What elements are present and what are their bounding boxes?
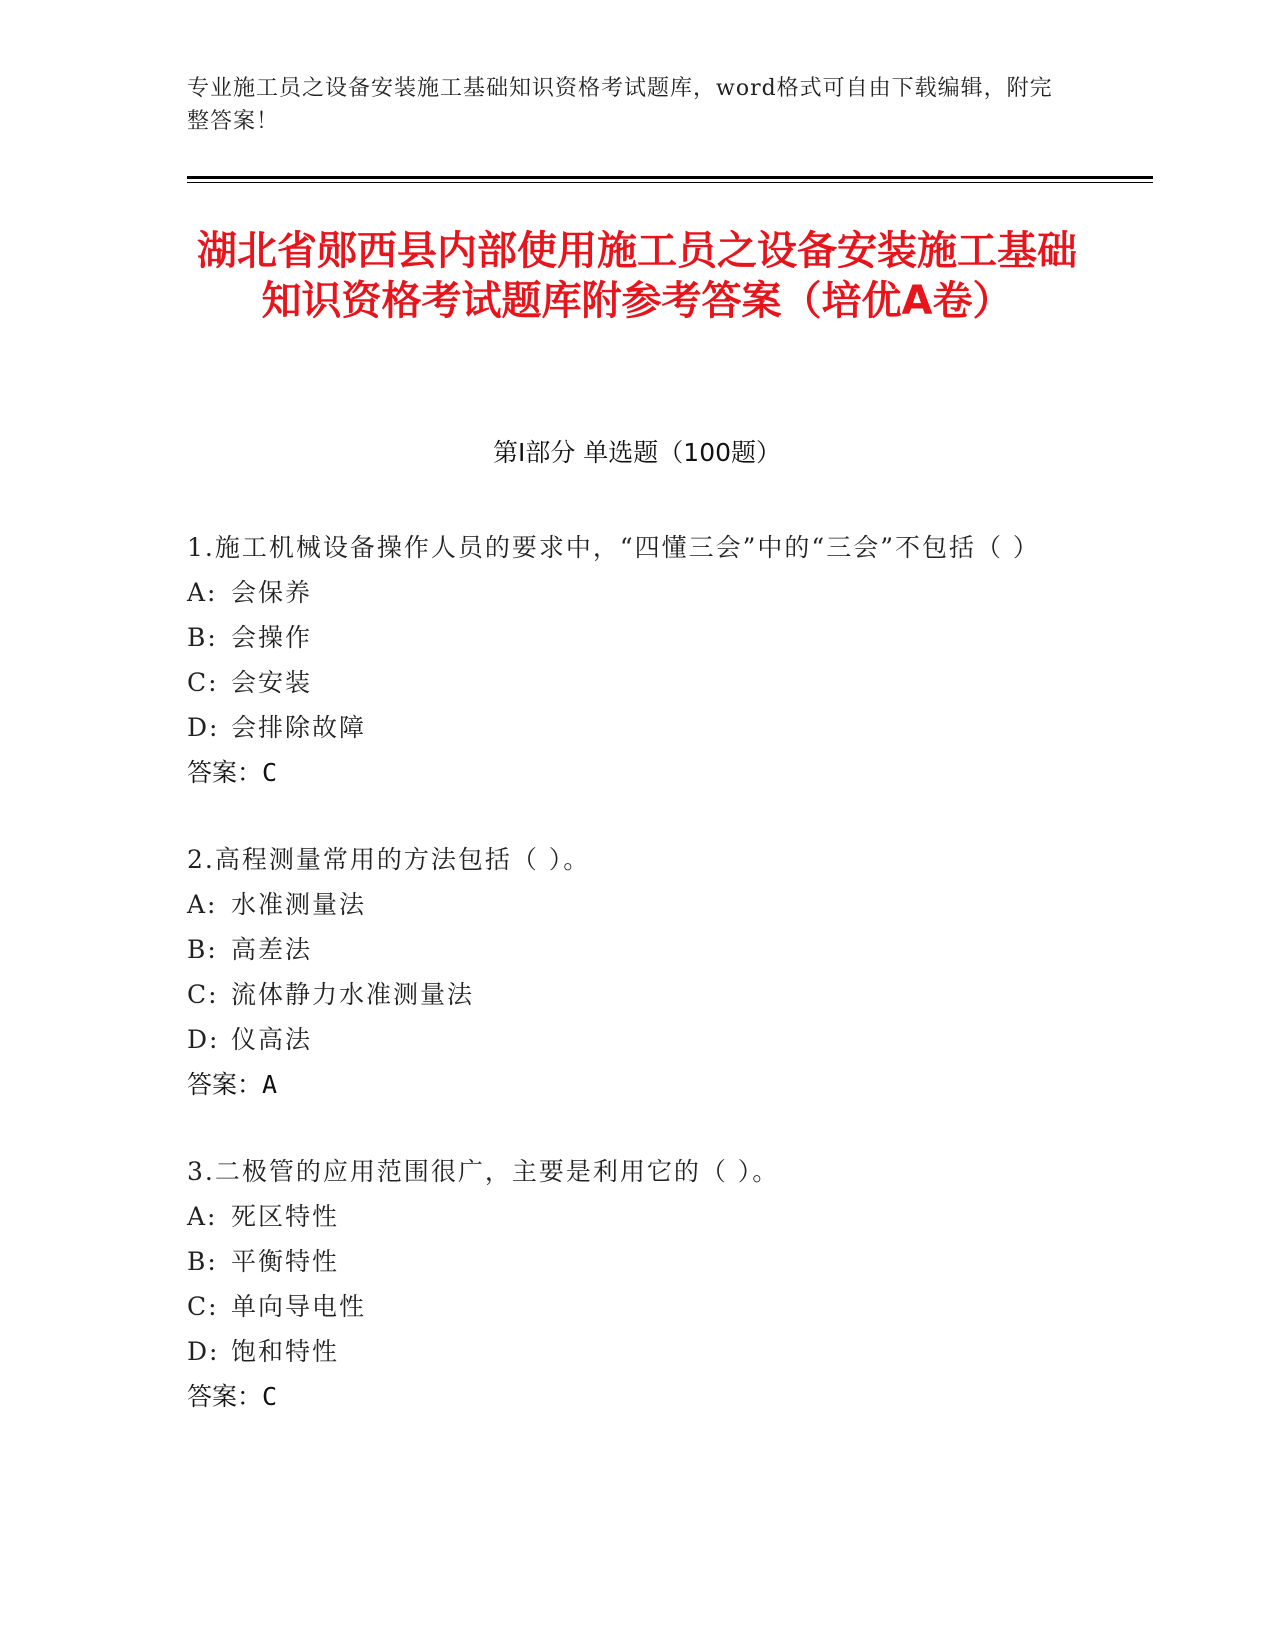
option-text: 饱和特性	[231, 1337, 340, 1366]
option-key: D:	[187, 713, 220, 742]
question-3	[187, 1149, 1067, 1419]
option-b	[187, 615, 1067, 660]
option-text: 会安装	[231, 668, 313, 697]
question-stem: 1.施工机械设备操作人员的要求中，“四懂三会”中的“三会”不包括（ ）	[187, 533, 1040, 562]
option-key: A:	[187, 578, 218, 607]
option-c	[187, 1284, 1067, 1329]
option-text: 会保养	[231, 578, 313, 607]
option-key: D:	[187, 1337, 220, 1366]
option-d	[187, 705, 1067, 750]
option-c	[187, 660, 1067, 705]
option-key: B:	[187, 623, 218, 652]
option-b	[187, 927, 1067, 972]
option-text: 会排除故障	[231, 713, 367, 742]
question-2	[187, 837, 1067, 1107]
option-text: 水准测量法	[231, 890, 367, 919]
header-note: 专业施工员之设备安装施工基础知识资格考试题库，word格式可自由下载编辑，附完整答案！	[187, 76, 1053, 134]
option-c	[187, 972, 1067, 1017]
option-text: 死区特性	[231, 1202, 340, 1231]
option-key: B:	[187, 1247, 218, 1276]
question-1	[187, 525, 1067, 795]
option-text: 会操作	[231, 623, 313, 652]
question-stem: 3.二极管的应用范围很广，主要是利用它的（ ）。	[187, 1157, 780, 1186]
option-d	[187, 1017, 1067, 1062]
option-key: A:	[187, 1202, 218, 1231]
option-d	[187, 1329, 1067, 1374]
option-key: A:	[187, 890, 218, 919]
header-rule-thick	[187, 176, 1153, 179]
option-text: 平衡特性	[231, 1247, 340, 1276]
option-text: 高差法	[231, 935, 313, 964]
answer-line: 答案：C	[187, 758, 278, 787]
question-list	[187, 525, 1067, 1461]
option-key: C:	[187, 980, 219, 1009]
option-b	[187, 1239, 1067, 1284]
option-a	[187, 882, 1067, 927]
document-title: 湖北省郧西县内部使用施工员之设备安装施工基础知识资格考试题库附参考答案（培优A卷）	[197, 228, 1077, 324]
option-text: 流体静力水准测量法	[231, 980, 475, 1009]
option-a	[187, 570, 1067, 615]
option-a	[187, 1194, 1067, 1239]
header-rule-thin	[187, 182, 1153, 183]
answer-line: 答案：C	[187, 1382, 278, 1411]
option-text: 仪高法	[231, 1025, 313, 1054]
option-key: D:	[187, 1025, 220, 1054]
option-key: C:	[187, 1292, 219, 1321]
answer-line: 答案：A	[187, 1070, 278, 1099]
section-heading: 第Ⅰ部分 单选题（100题）	[492, 438, 782, 467]
option-key: B:	[187, 935, 218, 964]
option-text: 单向导电性	[231, 1292, 367, 1321]
question-stem: 2.高程测量常用的方法包括（ ）。	[187, 845, 591, 874]
option-key: C:	[187, 668, 219, 697]
